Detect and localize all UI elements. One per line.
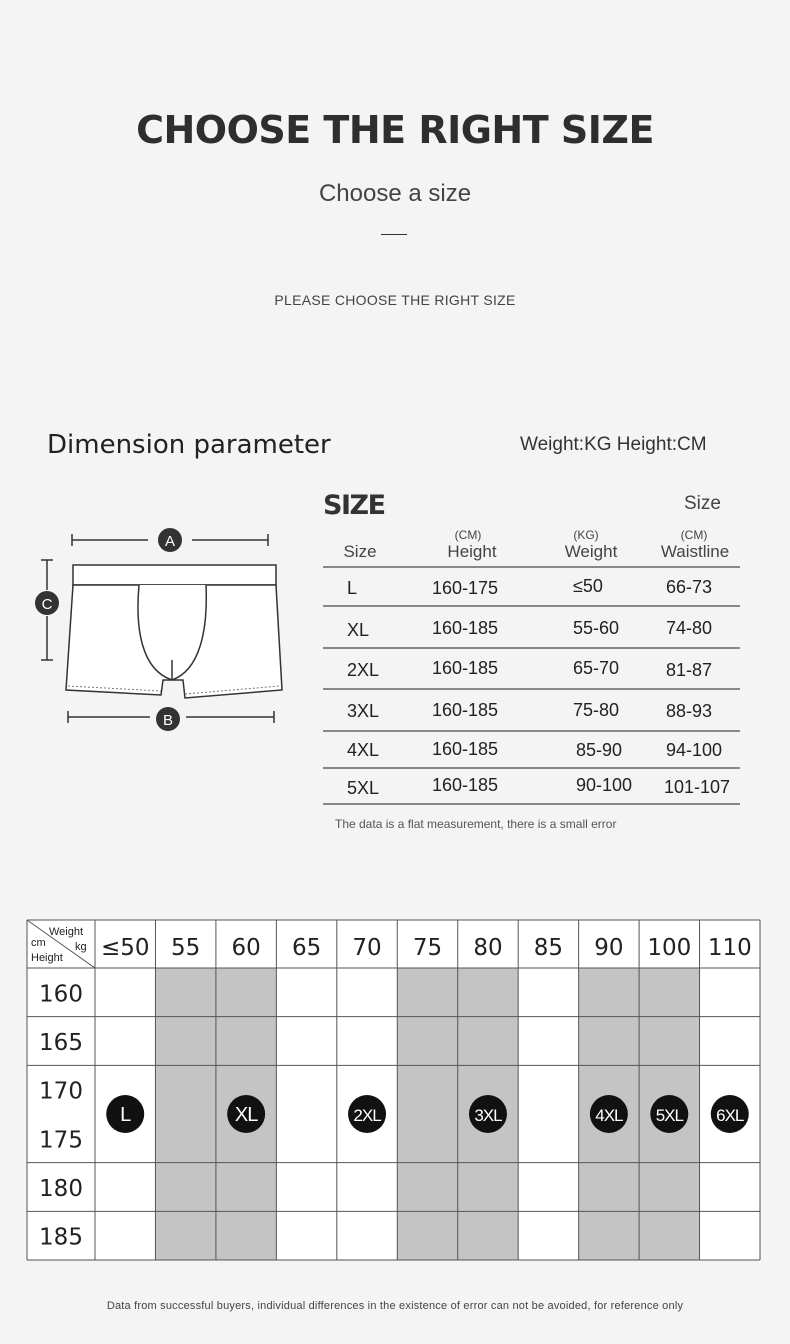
corner-kg-label: kg [75, 941, 87, 953]
shaded-cell [397, 1163, 457, 1212]
cell-size: 4XL [347, 740, 380, 760]
shaded-cell [155, 1017, 215, 1066]
size-badge-label: 3XL [474, 1106, 502, 1125]
shaded-cell [639, 1211, 699, 1260]
shaded-cell [216, 1017, 276, 1066]
label-b: B [162, 712, 174, 729]
weight-header: 70 [352, 935, 382, 961]
cell-waistline: 94-100 [666, 740, 723, 760]
cell-waistline: 81-87 [666, 660, 713, 680]
cell-height: 160-185 [432, 618, 499, 638]
size-badge-label: 5XL [655, 1106, 683, 1125]
corner-cm-label: cm [31, 937, 46, 949]
weight-header: 90 [594, 935, 624, 961]
caption: PLEASE CHOOSE THE RIGHT SIZE [274, 292, 516, 308]
height-label: 165 [39, 1030, 83, 1056]
cell-weight: 55-60 [573, 618, 620, 638]
cell-waistline: 101-107 [664, 777, 731, 797]
weight-header: 55 [171, 935, 201, 961]
shaded-cell [155, 1114, 215, 1163]
subtitle: Choose a size [318, 180, 472, 207]
shaded-cell [458, 968, 518, 1017]
measurement-note: The data is a flat measurement, there is a small error [335, 817, 617, 831]
height-label: 160 [39, 981, 83, 1008]
cell-weight: 85-90 [576, 740, 623, 760]
cell-waistline: 74-80 [666, 618, 713, 638]
cell-height: 160-185 [432, 700, 499, 720]
dimension-title: Dimension parameter [47, 430, 331, 460]
height-label: 185 [39, 1224, 83, 1251]
size-badge-label: 4XL [595, 1106, 623, 1125]
cell-waistline: 88-93 [666, 701, 713, 721]
shaded-cell [579, 1163, 639, 1212]
size-badge-label: L [120, 1104, 131, 1126]
shaded-cell [397, 1065, 457, 1114]
size-logo: SIZE [323, 490, 385, 521]
col-height-unit: (CM) [454, 528, 482, 542]
weight-header: 60 [231, 935, 261, 961]
corner-height-label: Height [31, 952, 63, 964]
corner-weight-label: Weight [49, 926, 84, 938]
shaded-cell [216, 1211, 276, 1260]
cell-weight: ≤50 [573, 576, 603, 596]
weight-header: 85 [533, 935, 564, 961]
cell-waistline: 66-73 [666, 577, 713, 597]
cell-height: 160-185 [432, 739, 499, 759]
col-waistline-header: Waistline [660, 542, 730, 561]
shaded-cell [155, 1211, 215, 1260]
cell-size: 5XL [347, 778, 380, 798]
shaded-cell [397, 968, 457, 1017]
label-c: C [41, 596, 53, 613]
size-badge-label: 6XL [716, 1106, 744, 1125]
shaded-cell [397, 1114, 457, 1163]
shaded-cell [579, 1211, 639, 1260]
size-badge-label: 2XL [353, 1106, 381, 1125]
cell-height: 160-185 [432, 775, 499, 795]
col-weight-header: Weight [564, 542, 618, 561]
shaded-cell [639, 1017, 699, 1066]
weight-header: 65 [291, 935, 322, 961]
weight-header: 100 [647, 935, 692, 961]
weight-header: ≤50 [100, 935, 150, 961]
cell-weight: 65-70 [573, 658, 620, 678]
label-a: A [164, 533, 176, 550]
shaded-cell [639, 968, 699, 1017]
cell-weight: 90-100 [576, 775, 633, 795]
shaded-cell [579, 968, 639, 1017]
shaded-cell [155, 968, 215, 1017]
col-size-header: Size [343, 542, 377, 561]
col-height-header: Height [447, 542, 497, 561]
shaded-cell [155, 1065, 215, 1114]
cell-size: XL [347, 620, 370, 640]
cell-height: 160-185 [432, 658, 499, 678]
shaded-cell [216, 1163, 276, 1212]
height-label: 170 [39, 1078, 83, 1105]
cell-size: 2XL [347, 660, 380, 680]
cell-size: 3XL [347, 701, 380, 721]
height-label: 180 [39, 1176, 83, 1202]
shaded-cell [458, 1017, 518, 1066]
footer-note: Data from successful buyers, individual differences in the existence of error can not be avoided, for reference only [106, 1300, 684, 1312]
page-title: CHOOSE THE RIGHT SIZE [136, 108, 654, 152]
shaded-cell [458, 1163, 518, 1212]
cell-height: 160-175 [432, 578, 499, 598]
cell-size: L [347, 578, 358, 598]
shaded-cell [155, 1163, 215, 1212]
weight-header: 75 [412, 935, 443, 961]
shaded-cell [216, 968, 276, 1017]
units-label: Weight:KG Height:CM [520, 434, 707, 455]
shaded-cell [397, 1017, 457, 1066]
shaded-cell [639, 1163, 699, 1212]
size-badge-label: XL [234, 1104, 258, 1126]
weight-header: 80 [473, 935, 503, 961]
cell-weight: 75-80 [573, 700, 620, 720]
shaded-cell [579, 1017, 639, 1066]
weight-header: 110 [707, 935, 752, 961]
col-weight-unit: (KG) [573, 528, 599, 542]
height-label: 175 [39, 1127, 83, 1154]
size-right-label: Size [684, 493, 721, 514]
shaded-cell [397, 1211, 457, 1260]
shaded-cell [458, 1211, 518, 1260]
col-waistline-unit: (CM) [680, 528, 708, 542]
